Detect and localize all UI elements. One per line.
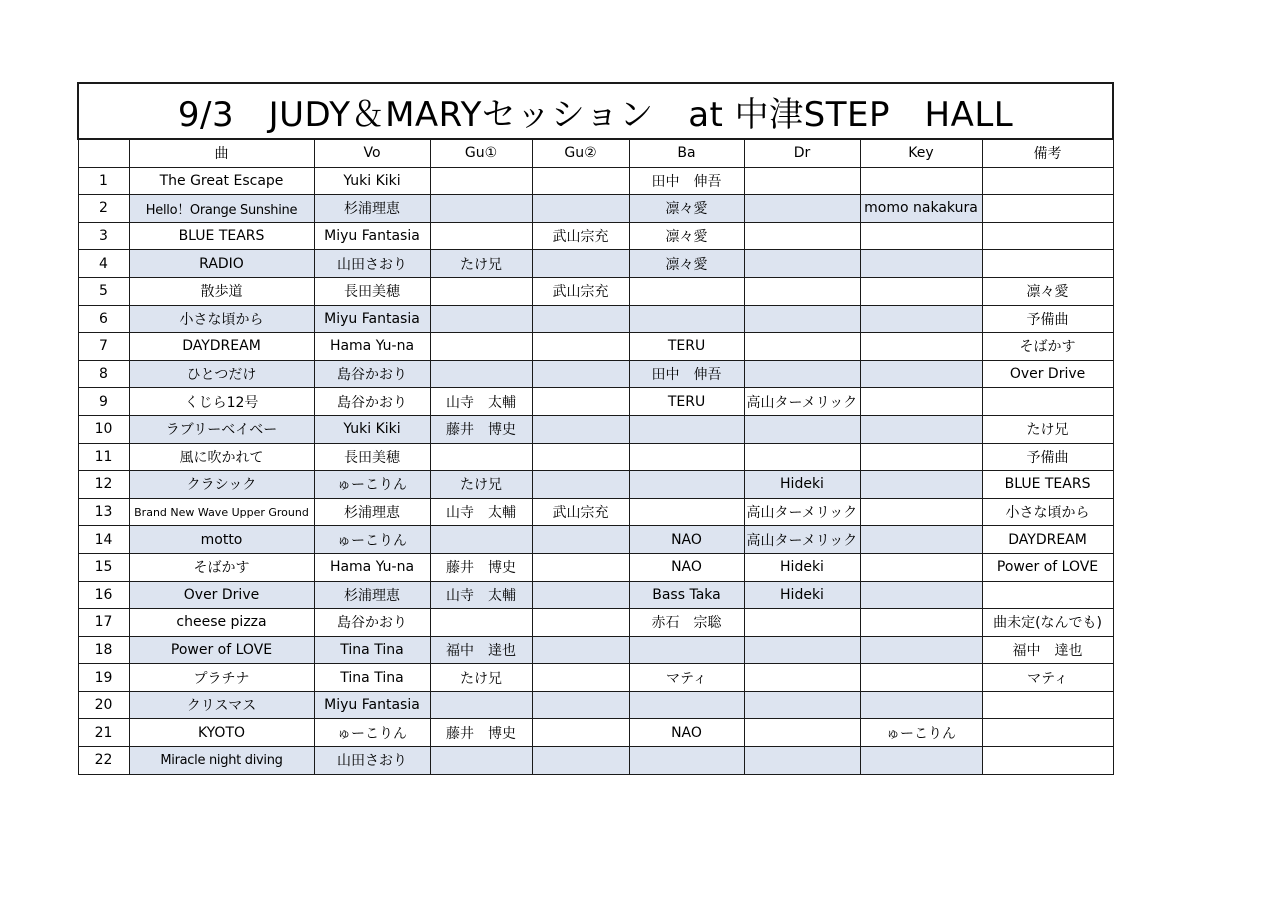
cell-guitar-2: 武山宗充 (532, 222, 629, 250)
table-row (78, 167, 1113, 195)
cell-drums: Hideki (744, 553, 860, 581)
cell-keyboard (860, 471, 982, 499)
cell-vocal: 杉浦理恵 (314, 498, 430, 526)
cell-drums (744, 415, 860, 443)
cell-guitar-1: 山寺 太輔 (430, 498, 532, 526)
cell-song: そばかす (129, 553, 314, 581)
cell-notes: DAYDREAM (982, 526, 1113, 554)
table-row (78, 498, 1113, 526)
cell-song: motto (129, 526, 314, 554)
cell-bass (629, 691, 744, 719)
cell-notes: BLUE TEARS (982, 471, 1113, 499)
table-row (78, 333, 1113, 361)
cell-guitar-2 (532, 719, 629, 747)
cell-drums (744, 305, 860, 333)
cell-guitar-2 (532, 333, 629, 361)
cell-song: ラブリーベイベー (129, 415, 314, 443)
cell-bass: 田中 伸吾 (629, 360, 744, 388)
cell-guitar-2 (532, 305, 629, 333)
header-bass: Ba (629, 139, 744, 167)
cell-bass: 凛々愛 (629, 222, 744, 250)
cell-guitar-1: たけ兄 (430, 664, 532, 692)
cell-guitar-2 (532, 609, 629, 637)
cell-guitar-2 (532, 250, 629, 278)
cell-song: 散歩道 (129, 277, 314, 305)
cell-guitar-2 (532, 415, 629, 443)
cell-drums (744, 360, 860, 388)
cell-song: プラチナ (129, 664, 314, 692)
cell-bass (629, 747, 744, 775)
cell-bass (629, 498, 744, 526)
cell-guitar-1: 藤井 博史 (430, 415, 532, 443)
cell-number: 20 (78, 691, 129, 719)
cell-bass (629, 471, 744, 499)
cell-keyboard (860, 747, 982, 775)
table-row (78, 664, 1113, 692)
cell-guitar-1 (430, 691, 532, 719)
cell-bass (629, 443, 744, 471)
cell-notes (982, 195, 1113, 223)
cell-vocal: 杉浦理恵 (314, 195, 430, 223)
cell-drums: Hideki (744, 471, 860, 499)
cell-song: くじら12号 (129, 388, 314, 416)
cell-number: 8 (78, 360, 129, 388)
cell-drums: 高山ターメリック (744, 526, 860, 554)
cell-song: Over Drive (129, 581, 314, 609)
cell-guitar-1 (430, 609, 532, 637)
setlist-rows (78, 167, 1113, 774)
cell-vocal: Miyu Fantasia (314, 691, 430, 719)
cell-vocal: Tina Tina (314, 664, 430, 692)
cell-keyboard (860, 305, 982, 333)
table-row (78, 360, 1113, 388)
cell-guitar-2 (532, 691, 629, 719)
cell-drums (744, 747, 860, 775)
table-row (78, 636, 1113, 664)
cell-song: The Great Escape (129, 167, 314, 195)
cell-notes (982, 581, 1113, 609)
cell-notes: 曲未定(なんでも) (982, 609, 1113, 637)
cell-bass: マティ (629, 664, 744, 692)
cell-guitar-2 (532, 360, 629, 388)
cell-song: ひとつだけ (129, 360, 314, 388)
cell-guitar-1: たけ兄 (430, 471, 532, 499)
cell-bass: 赤石 宗聡 (629, 609, 744, 637)
cell-keyboard: momo nakakura (860, 195, 982, 223)
cell-vocal: 長田美穂 (314, 443, 430, 471)
cell-notes: 予備曲 (982, 443, 1113, 471)
cell-drums (744, 664, 860, 692)
cell-song: Miracle night diving (129, 747, 314, 775)
cell-notes: 小さな頃から (982, 498, 1113, 526)
cell-keyboard (860, 443, 982, 471)
cell-song: BLUE TEARS (129, 222, 314, 250)
cell-bass: 田中 伸吾 (629, 167, 744, 195)
table-row (78, 250, 1113, 278)
cell-drums (744, 691, 860, 719)
cell-bass: 凛々愛 (629, 195, 744, 223)
cell-drums (744, 719, 860, 747)
cell-keyboard (860, 498, 982, 526)
table-row (78, 277, 1113, 305)
cell-keyboard (860, 167, 982, 195)
cell-guitar-1 (430, 167, 532, 195)
cell-bass (629, 277, 744, 305)
table-row (78, 526, 1113, 554)
cell-keyboard: ゅーこりん (860, 719, 982, 747)
cell-number: 2 (78, 195, 129, 223)
cell-vocal: ゅーこりん (314, 526, 430, 554)
cell-guitar-1 (430, 277, 532, 305)
cell-notes (982, 747, 1113, 775)
cell-song: RADIO (129, 250, 314, 278)
cell-keyboard (860, 636, 982, 664)
cell-vocal: 島谷かおり (314, 609, 430, 637)
header-number (78, 139, 129, 167)
cell-bass (629, 415, 744, 443)
cell-drums (744, 609, 860, 637)
cell-keyboard (860, 250, 982, 278)
cell-guitar-1: 藤井 博史 (430, 553, 532, 581)
cell-guitar-2 (532, 747, 629, 775)
cell-guitar-2 (532, 443, 629, 471)
cell-vocal: 島谷かおり (314, 360, 430, 388)
cell-guitar-1: 山寺 太輔 (430, 581, 532, 609)
cell-number: 6 (78, 305, 129, 333)
cell-guitar-1: 山寺 太輔 (430, 388, 532, 416)
cell-guitar-2 (532, 581, 629, 609)
cell-guitar-2 (532, 526, 629, 554)
cell-guitar-1 (430, 195, 532, 223)
table-row (78, 747, 1113, 775)
cell-guitar-2: 武山宗充 (532, 277, 629, 305)
table-row (78, 222, 1113, 250)
cell-number: 10 (78, 415, 129, 443)
cell-notes: 凛々愛 (982, 277, 1113, 305)
cell-number: 13 (78, 498, 129, 526)
cell-guitar-2 (532, 664, 629, 692)
cell-notes: マティ (982, 664, 1113, 692)
cell-keyboard (860, 277, 982, 305)
cell-number: 11 (78, 443, 129, 471)
cell-notes: そばかす (982, 333, 1113, 361)
cell-guitar-1 (430, 222, 532, 250)
cell-guitar-2: 武山宗充 (532, 498, 629, 526)
cell-guitar-1 (430, 305, 532, 333)
cell-keyboard (860, 526, 982, 554)
header-notes: 備考 (982, 139, 1113, 167)
cell-drums (744, 277, 860, 305)
cell-notes (982, 167, 1113, 195)
cell-drums: Hideki (744, 581, 860, 609)
cell-drums: 高山ターメリック (744, 498, 860, 526)
cell-notes: たけ兄 (982, 415, 1113, 443)
cell-vocal: 山田さおり (314, 250, 430, 278)
cell-vocal: Yuki Kiki (314, 415, 430, 443)
cell-bass: NAO (629, 553, 744, 581)
cell-bass: NAO (629, 526, 744, 554)
cell-vocal: 杉浦理恵 (314, 581, 430, 609)
cell-drums (744, 333, 860, 361)
cell-guitar-1: たけ兄 (430, 250, 532, 278)
cell-vocal: ゅーこりん (314, 719, 430, 747)
cell-keyboard (860, 415, 982, 443)
cell-number: 16 (78, 581, 129, 609)
cell-number: 12 (78, 471, 129, 499)
cell-guitar-1: 福中 達也 (430, 636, 532, 664)
header-drums: Dr (744, 139, 860, 167)
cell-notes (982, 250, 1113, 278)
cell-bass (629, 305, 744, 333)
cell-vocal: Miyu Fantasia (314, 305, 430, 333)
cell-drums (744, 222, 860, 250)
cell-bass: Bass Taka (629, 581, 744, 609)
cell-song: クリスマス (129, 691, 314, 719)
table-row (78, 415, 1113, 443)
table-row (78, 581, 1113, 609)
cell-vocal: 島谷かおり (314, 388, 430, 416)
setlist-table (77, 82, 1114, 775)
table-row (78, 719, 1113, 747)
cell-keyboard (860, 222, 982, 250)
cell-drums (744, 167, 860, 195)
cell-drums (744, 443, 860, 471)
table-row (78, 388, 1113, 416)
cell-guitar-1: 藤井 博史 (430, 719, 532, 747)
header-guitar-1: Gu① (430, 139, 532, 167)
cell-song: KYOTO (129, 719, 314, 747)
table-row (78, 195, 1113, 223)
cell-song: Brand New Wave Upper Ground (129, 498, 314, 526)
table-row (78, 305, 1113, 333)
cell-notes (982, 691, 1113, 719)
cell-song: 風に吹かれて (129, 443, 314, 471)
cell-song: cheese pizza (129, 609, 314, 637)
cell-keyboard (860, 691, 982, 719)
cell-keyboard (860, 360, 982, 388)
cell-number: 14 (78, 526, 129, 554)
cell-bass: TERU (629, 388, 744, 416)
cell-keyboard (860, 553, 982, 581)
cell-number: 1 (78, 167, 129, 195)
cell-number: 9 (78, 388, 129, 416)
cell-number: 7 (78, 333, 129, 361)
cell-song: 小さな頃から (129, 305, 314, 333)
cell-notes (982, 719, 1113, 747)
cell-vocal: Hama Yu-na (314, 333, 430, 361)
cell-guitar-2 (532, 471, 629, 499)
cell-bass: 凛々愛 (629, 250, 744, 278)
cell-bass: TERU (629, 333, 744, 361)
cell-number: 3 (78, 222, 129, 250)
header-row (78, 139, 1113, 167)
cell-number: 22 (78, 747, 129, 775)
cell-song: Hello！Orange Sunshine (129, 195, 314, 223)
cell-notes (982, 388, 1113, 416)
header-guitar-2: Gu② (532, 139, 629, 167)
cell-drums: 高山ターメリック (744, 388, 860, 416)
cell-keyboard (860, 609, 982, 637)
cell-vocal: Miyu Fantasia (314, 222, 430, 250)
setlist-sheet (77, 82, 1112, 775)
cell-guitar-1 (430, 360, 532, 388)
cell-notes: Power of LOVE (982, 553, 1113, 581)
cell-guitar-2 (532, 195, 629, 223)
cell-vocal: Hama Yu-na (314, 553, 430, 581)
cell-number: 18 (78, 636, 129, 664)
cell-guitar-1 (430, 526, 532, 554)
cell-guitar-2 (532, 636, 629, 664)
cell-song: クラシック (129, 471, 314, 499)
cell-keyboard (860, 333, 982, 361)
cell-number: 21 (78, 719, 129, 747)
cell-number: 19 (78, 664, 129, 692)
cell-vocal: ゅーこりん (314, 471, 430, 499)
cell-song: DAYDREAM (129, 333, 314, 361)
cell-keyboard (860, 664, 982, 692)
cell-drums (744, 195, 860, 223)
cell-vocal: 山田さおり (314, 747, 430, 775)
cell-vocal: Tina Tina (314, 636, 430, 664)
cell-number: 5 (78, 277, 129, 305)
page-title (78, 83, 1113, 139)
cell-guitar-2 (532, 553, 629, 581)
cell-number: 15 (78, 553, 129, 581)
cell-guitar-1 (430, 747, 532, 775)
header-vocal: Vo (314, 139, 430, 167)
cell-keyboard (860, 581, 982, 609)
cell-vocal: Yuki Kiki (314, 167, 430, 195)
table-row (78, 471, 1113, 499)
cell-song: Power of LOVE (129, 636, 314, 664)
cell-notes: Over Drive (982, 360, 1113, 388)
cell-guitar-1 (430, 443, 532, 471)
cell-notes: 予備曲 (982, 305, 1113, 333)
table-row (78, 443, 1113, 471)
table-row (78, 691, 1113, 719)
cell-guitar-1 (430, 333, 532, 361)
cell-vocal: 長田美穂 (314, 277, 430, 305)
cell-drums (744, 636, 860, 664)
cell-number: 17 (78, 609, 129, 637)
cell-keyboard (860, 388, 982, 416)
header-keyboard: Key (860, 139, 982, 167)
title-text: 9/3 JUDY＆MARYセッション at 中津STEP HALL (177, 94, 1014, 135)
table-row (78, 553, 1113, 581)
cell-notes: 福中 達也 (982, 636, 1113, 664)
cell-bass (629, 636, 744, 664)
header-song: 曲 (129, 139, 314, 167)
cell-bass: NAO (629, 719, 744, 747)
cell-guitar-2 (532, 388, 629, 416)
cell-notes (982, 222, 1113, 250)
table-row (78, 609, 1113, 637)
cell-guitar-2 (532, 167, 629, 195)
cell-number: 4 (78, 250, 129, 278)
cell-drums (744, 250, 860, 278)
